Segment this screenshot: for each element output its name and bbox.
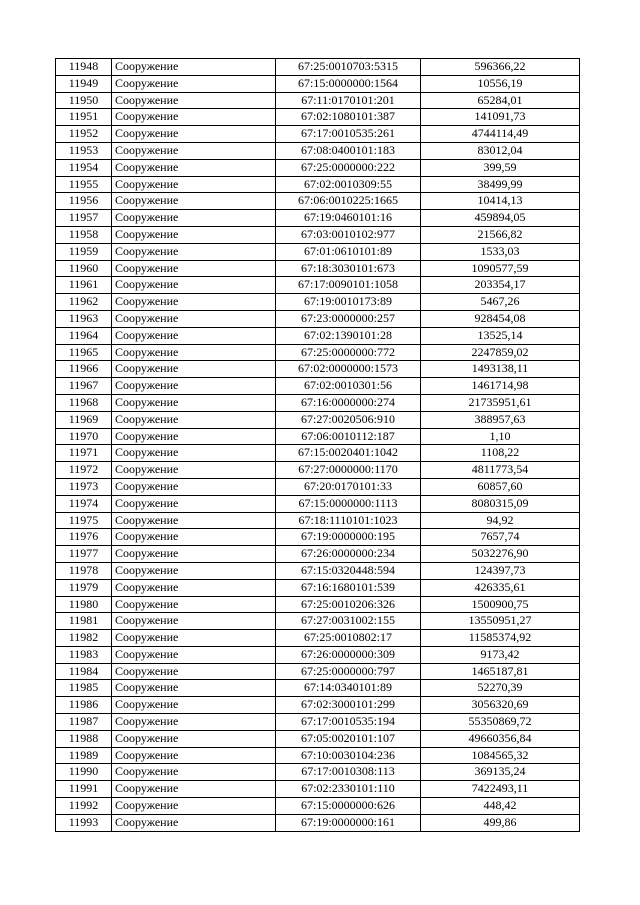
row-number-cell: 11992 <box>56 798 112 815</box>
object-type-cell: Сооружение <box>112 630 276 647</box>
cadastral-number-cell: 67:25:0000000:797 <box>276 663 421 680</box>
cadastral-number-cell: 67:17:0010535:194 <box>276 714 421 731</box>
table-row <box>56 478 580 495</box>
table-row <box>56 126 580 143</box>
cadastral-value-cell: 459894,05 <box>421 210 580 227</box>
row-number-cell: 11955 <box>56 176 112 193</box>
object-type-cell: Сооружение <box>112 378 276 395</box>
cadastral-number-cell: 67:27:0000000:1170 <box>276 462 421 479</box>
row-number-cell: 11980 <box>56 596 112 613</box>
object-type-cell: Сооружение <box>112 176 276 193</box>
registry-table <box>55 58 580 832</box>
object-type-cell: Сооружение <box>112 512 276 529</box>
cadastral-number-cell: 67:27:0031002:155 <box>276 613 421 630</box>
cadastral-value-cell: 1084565,32 <box>421 747 580 764</box>
object-type-cell: Сооружение <box>112 596 276 613</box>
row-number-cell: 11957 <box>56 210 112 227</box>
cadastral-value-cell: 499,86 <box>421 814 580 831</box>
cadastral-value-cell: 13550951,27 <box>421 613 580 630</box>
row-number-cell: 11985 <box>56 680 112 697</box>
table-row <box>56 495 580 512</box>
table-row <box>56 646 580 663</box>
cadastral-value-cell: 1500900,75 <box>421 596 580 613</box>
cadastral-number-cell: 67:25:0000000:222 <box>276 159 421 176</box>
cadastral-value-cell: 1090577,59 <box>421 260 580 277</box>
row-number-cell: 11981 <box>56 613 112 630</box>
cadastral-value-cell: 1465187,81 <box>421 663 580 680</box>
object-type-cell: Сооружение <box>112 310 276 327</box>
row-number-cell: 11991 <box>56 781 112 798</box>
object-type-cell: Сооружение <box>112 730 276 747</box>
row-number-cell: 11961 <box>56 277 112 294</box>
cadastral-number-cell: 67:01:0610101:89 <box>276 243 421 260</box>
table-row <box>56 680 580 697</box>
row-number-cell: 11956 <box>56 193 112 210</box>
object-type-cell: Сооружение <box>112 546 276 563</box>
table-row <box>56 747 580 764</box>
cadastral-number-cell: 67:14:0340101:89 <box>276 680 421 697</box>
object-type-cell: Сооружение <box>112 714 276 731</box>
cadastral-value-cell: 52270,39 <box>421 680 580 697</box>
cadastral-value-cell: 10556,19 <box>421 75 580 92</box>
object-type-cell: Сооружение <box>112 478 276 495</box>
row-number-cell: 11971 <box>56 445 112 462</box>
table-row <box>56 512 580 529</box>
cadastral-number-cell: 67:16:0000000:274 <box>276 394 421 411</box>
row-number-cell: 11958 <box>56 226 112 243</box>
row-number-cell: 11949 <box>56 75 112 92</box>
cadastral-number-cell: 67:23:0000000:257 <box>276 310 421 327</box>
cadastral-number-cell: 67:02:3000101:299 <box>276 697 421 714</box>
object-type-cell: Сооружение <box>112 428 276 445</box>
registry-table-body <box>56 59 580 832</box>
object-type-cell: Сооружение <box>112 445 276 462</box>
cadastral-value-cell: 13525,14 <box>421 327 580 344</box>
cadastral-value-cell: 1533,03 <box>421 243 580 260</box>
cadastral-number-cell: 67:15:0320448:594 <box>276 562 421 579</box>
cadastral-number-cell: 67:03:0010102:977 <box>276 226 421 243</box>
cadastral-number-cell: 67:02:0010301:56 <box>276 378 421 395</box>
row-number-cell: 11984 <box>56 663 112 680</box>
table-row <box>56 596 580 613</box>
row-number-cell: 11962 <box>56 294 112 311</box>
object-type-cell: Сооружение <box>112 226 276 243</box>
cadastral-value-cell: 94,92 <box>421 512 580 529</box>
table-row <box>56 730 580 747</box>
object-type-cell: Сооружение <box>112 109 276 126</box>
cadastral-number-cell: 67:06:0010225:1665 <box>276 193 421 210</box>
table-row <box>56 663 580 680</box>
cadastral-value-cell: 1108,22 <box>421 445 580 462</box>
object-type-cell: Сооружение <box>112 798 276 815</box>
cadastral-number-cell: 67:19:0000000:161 <box>276 814 421 831</box>
cadastral-number-cell: 67:05:0020101:107 <box>276 730 421 747</box>
row-number-cell: 11989 <box>56 747 112 764</box>
row-number-cell: 11973 <box>56 478 112 495</box>
cadastral-number-cell: 67:10:0030104:236 <box>276 747 421 764</box>
cadastral-number-cell: 67:17:0010535:261 <box>276 126 421 143</box>
table-row <box>56 546 580 563</box>
cadastral-value-cell: 124397,73 <box>421 562 580 579</box>
row-number-cell: 11983 <box>56 646 112 663</box>
cadastral-value-cell: 596366,22 <box>421 59 580 76</box>
cadastral-number-cell: 67:27:0020506:910 <box>276 411 421 428</box>
object-type-cell: Сооружение <box>112 361 276 378</box>
cadastral-number-cell: 67:11:0170101:201 <box>276 92 421 109</box>
row-number-cell: 11968 <box>56 394 112 411</box>
object-type-cell: Сооружение <box>112 193 276 210</box>
table-row <box>56 613 580 630</box>
table-row <box>56 529 580 546</box>
object-type-cell: Сооружение <box>112 747 276 764</box>
cadastral-number-cell: 67:15:0020401:1042 <box>276 445 421 462</box>
cadastral-number-cell: 67:19:0000000:195 <box>276 529 421 546</box>
table-row <box>56 579 580 596</box>
row-number-cell: 11993 <box>56 814 112 831</box>
cadastral-value-cell: 11585374,92 <box>421 630 580 647</box>
cadastral-value-cell: 4744114,49 <box>421 126 580 143</box>
table-row <box>56 176 580 193</box>
cadastral-value-cell: 928454,08 <box>421 310 580 327</box>
object-type-cell: Сооружение <box>112 613 276 630</box>
row-number-cell: 11972 <box>56 462 112 479</box>
table-row <box>56 798 580 815</box>
cadastral-number-cell: 67:15:0000000:1113 <box>276 495 421 512</box>
cadastral-number-cell: 67:06:0010112:187 <box>276 428 421 445</box>
table-row <box>56 210 580 227</box>
object-type-cell: Сооружение <box>112 243 276 260</box>
cadastral-number-cell: 67:08:0400101:183 <box>276 142 421 159</box>
table-row <box>56 361 580 378</box>
object-type-cell: Сооружение <box>112 159 276 176</box>
table-row <box>56 378 580 395</box>
table-row <box>56 59 580 76</box>
cadastral-value-cell: 5467,26 <box>421 294 580 311</box>
row-number-cell: 11977 <box>56 546 112 563</box>
cadastral-value-cell: 1,10 <box>421 428 580 445</box>
cadastral-number-cell: 67:15:0000000:1564 <box>276 75 421 92</box>
object-type-cell: Сооружение <box>112 462 276 479</box>
table-row <box>56 327 580 344</box>
row-number-cell: 11990 <box>56 764 112 781</box>
row-number-cell: 11964 <box>56 327 112 344</box>
object-type-cell: Сооружение <box>112 142 276 159</box>
object-type-cell: Сооружение <box>112 75 276 92</box>
table-row <box>56 714 580 731</box>
cadastral-number-cell: 67:19:0460101:16 <box>276 210 421 227</box>
cadastral-value-cell: 21566,82 <box>421 226 580 243</box>
row-number-cell: 11954 <box>56 159 112 176</box>
object-type-cell: Сооружение <box>112 646 276 663</box>
cadastral-value-cell: 1493138,11 <box>421 361 580 378</box>
row-number-cell: 11987 <box>56 714 112 731</box>
row-number-cell: 11963 <box>56 310 112 327</box>
row-number-cell: 11967 <box>56 378 112 395</box>
object-type-cell: Сооружение <box>112 529 276 546</box>
cadastral-number-cell: 67:02:0000000:1573 <box>276 361 421 378</box>
row-number-cell: 11988 <box>56 730 112 747</box>
table-row <box>56 75 580 92</box>
table-row <box>56 92 580 109</box>
row-number-cell: 11952 <box>56 126 112 143</box>
cadastral-value-cell: 60857,60 <box>421 478 580 495</box>
cadastral-number-cell: 67:19:0010173:89 <box>276 294 421 311</box>
row-number-cell: 11948 <box>56 59 112 76</box>
object-type-cell: Сооружение <box>112 579 276 596</box>
cadastral-value-cell: 448,42 <box>421 798 580 815</box>
cadastral-value-cell: 5032276,90 <box>421 546 580 563</box>
cadastral-value-cell: 141091,73 <box>421 109 580 126</box>
table-row <box>56 428 580 445</box>
table-row <box>56 243 580 260</box>
row-number-cell: 11970 <box>56 428 112 445</box>
cadastral-number-cell: 67:18:3030101:673 <box>276 260 421 277</box>
cadastral-number-cell: 67:20:0170101:33 <box>276 478 421 495</box>
cadastral-number-cell: 67:25:0010802:17 <box>276 630 421 647</box>
row-number-cell: 11953 <box>56 142 112 159</box>
cadastral-value-cell: 388957,63 <box>421 411 580 428</box>
object-type-cell: Сооружение <box>112 697 276 714</box>
table-row <box>56 310 580 327</box>
cadastral-value-cell: 55350869,72 <box>421 714 580 731</box>
object-type-cell: Сооружение <box>112 294 276 311</box>
cadastral-number-cell: 67:17:0010308:113 <box>276 764 421 781</box>
cadastral-number-cell: 67:18:1110101:1023 <box>276 512 421 529</box>
cadastral-value-cell: 399,59 <box>421 159 580 176</box>
cadastral-number-cell: 67:25:0000000:772 <box>276 344 421 361</box>
row-number-cell: 11975 <box>56 512 112 529</box>
object-type-cell: Сооружение <box>112 59 276 76</box>
object-type-cell: Сооружение <box>112 394 276 411</box>
cadastral-value-cell: 7657,74 <box>421 529 580 546</box>
cadastral-value-cell: 203354,17 <box>421 277 580 294</box>
cadastral-value-cell: 65284,01 <box>421 92 580 109</box>
cadastral-value-cell: 21735951,61 <box>421 394 580 411</box>
row-number-cell: 11950 <box>56 92 112 109</box>
table-row <box>56 226 580 243</box>
object-type-cell: Сооружение <box>112 126 276 143</box>
cadastral-value-cell: 369135,24 <box>421 764 580 781</box>
cadastral-value-cell: 9173,42 <box>421 646 580 663</box>
row-number-cell: 11986 <box>56 697 112 714</box>
cadastral-number-cell: 67:26:0000000:234 <box>276 546 421 563</box>
cadastral-value-cell: 4811773,54 <box>421 462 580 479</box>
object-type-cell: Сооружение <box>112 327 276 344</box>
row-number-cell: 11974 <box>56 495 112 512</box>
row-number-cell: 11976 <box>56 529 112 546</box>
table-row <box>56 142 580 159</box>
cadastral-number-cell: 67:15:0000000:626 <box>276 798 421 815</box>
table-row <box>56 562 580 579</box>
object-type-cell: Сооружение <box>112 495 276 512</box>
row-number-cell: 11978 <box>56 562 112 579</box>
table-row <box>56 277 580 294</box>
cadastral-number-cell: 67:02:1080101:387 <box>276 109 421 126</box>
table-row <box>56 445 580 462</box>
table-row <box>56 394 580 411</box>
object-type-cell: Сооружение <box>112 562 276 579</box>
table-row <box>56 344 580 361</box>
object-type-cell: Сооружение <box>112 663 276 680</box>
object-type-cell: Сооружение <box>112 92 276 109</box>
row-number-cell: 11979 <box>56 579 112 596</box>
table-row <box>56 697 580 714</box>
table-row <box>56 764 580 781</box>
table-row <box>56 109 580 126</box>
object-type-cell: Сооружение <box>112 781 276 798</box>
cadastral-value-cell: 1461714,98 <box>421 378 580 395</box>
cadastral-value-cell: 2247859,02 <box>421 344 580 361</box>
cadastral-value-cell: 426335,61 <box>421 579 580 596</box>
cadastral-number-cell: 67:25:0010703:5315 <box>276 59 421 76</box>
table-row <box>56 193 580 210</box>
object-type-cell: Сооружение <box>112 814 276 831</box>
row-number-cell: 11951 <box>56 109 112 126</box>
table-row <box>56 462 580 479</box>
object-type-cell: Сооружение <box>112 344 276 361</box>
cadastral-value-cell: 49660356,84 <box>421 730 580 747</box>
row-number-cell: 11982 <box>56 630 112 647</box>
cadastral-value-cell: 10414,13 <box>421 193 580 210</box>
row-number-cell: 11966 <box>56 361 112 378</box>
object-type-cell: Сооружение <box>112 764 276 781</box>
cadastral-number-cell: 67:02:2330101:110 <box>276 781 421 798</box>
cadastral-number-cell: 67:02:1390101:28 <box>276 327 421 344</box>
table-row <box>56 411 580 428</box>
table-row <box>56 260 580 277</box>
table-row <box>56 630 580 647</box>
cadastral-value-cell: 7422493,11 <box>421 781 580 798</box>
cadastral-value-cell: 3056320,69 <box>421 697 580 714</box>
cadastral-number-cell: 67:25:0010206:326 <box>276 596 421 613</box>
object-type-cell: Сооружение <box>112 260 276 277</box>
cadastral-value-cell: 38499,99 <box>421 176 580 193</box>
object-type-cell: Сооружение <box>112 411 276 428</box>
object-type-cell: Сооружение <box>112 210 276 227</box>
cadastral-number-cell: 67:02:0010309:55 <box>276 176 421 193</box>
row-number-cell: 11959 <box>56 243 112 260</box>
row-number-cell: 11965 <box>56 344 112 361</box>
row-number-cell: 11969 <box>56 411 112 428</box>
object-type-cell: Сооружение <box>112 680 276 697</box>
cadastral-value-cell: 8080315,09 <box>421 495 580 512</box>
row-number-cell: 11960 <box>56 260 112 277</box>
table-row <box>56 294 580 311</box>
cadastral-number-cell: 67:17:0090101:1058 <box>276 277 421 294</box>
cadastral-value-cell: 83012,04 <box>421 142 580 159</box>
cadastral-number-cell: 67:16:1680101:539 <box>276 579 421 596</box>
object-type-cell: Сооружение <box>112 277 276 294</box>
table-row <box>56 781 580 798</box>
table-row <box>56 159 580 176</box>
table-row <box>56 814 580 831</box>
cadastral-number-cell: 67:26:0000000:309 <box>276 646 421 663</box>
